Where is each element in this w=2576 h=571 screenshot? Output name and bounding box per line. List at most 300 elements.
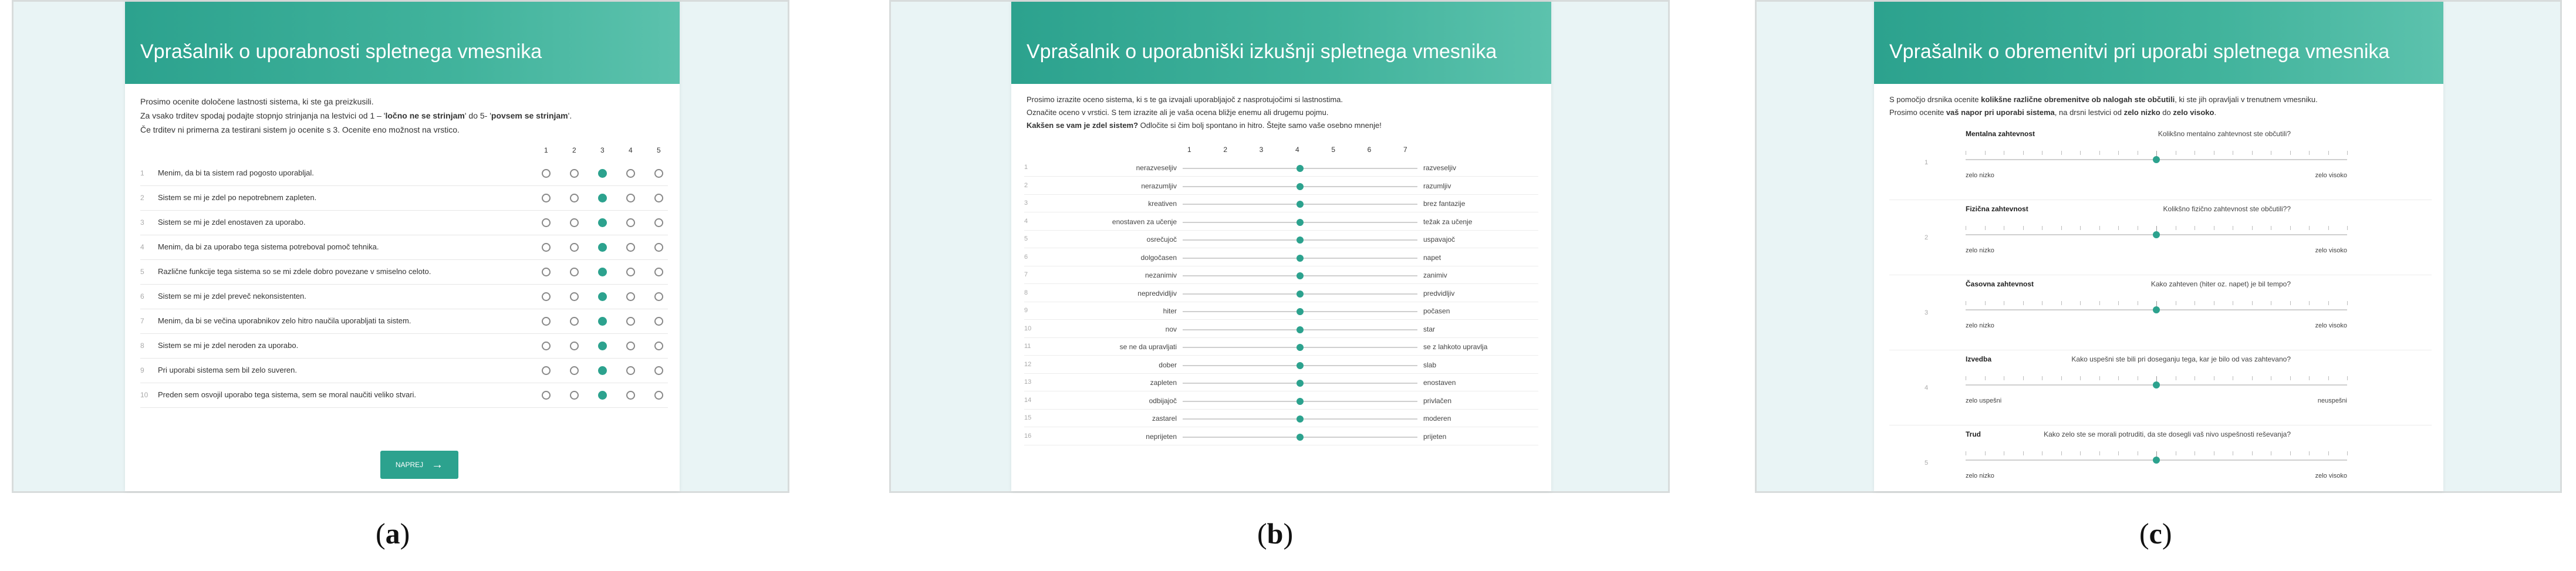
slider-thumb[interactable]	[1297, 415, 1304, 423]
pair-left-label: se ne da upravljati	[1119, 343, 1177, 351]
questionnaire-card	[1874, 2, 2443, 491]
question-row	[140, 309, 668, 334]
question-text: Sistem se mi je zdel neroden za uporabo.	[158, 341, 299, 350]
slider-tick	[2118, 376, 2119, 380]
pair-right-label: zanimiv	[1423, 271, 1447, 279]
radio-option-2[interactable]	[570, 366, 579, 375]
pair-number: 16	[1024, 432, 1032, 440]
pair-number: 11	[1024, 343, 1031, 350]
radio-option-3[interactable]	[598, 194, 607, 202]
scale-number: 4	[629, 146, 633, 154]
question-row	[140, 359, 668, 383]
radio-option-5[interactable]	[654, 243, 663, 252]
slider-thumb[interactable]	[1297, 362, 1304, 369]
radio-option-3[interactable]	[598, 169, 607, 178]
radio-option-3[interactable]	[598, 317, 607, 326]
slider-tick	[2118, 151, 2119, 155]
pair-number: 4	[1024, 217, 1028, 225]
question-row	[140, 383, 668, 408]
radio-option-4[interactable]	[626, 169, 635, 178]
item-number: 2	[1925, 234, 1929, 241]
item-question: Kako uspešni ste bili pri doseganju tega, kar je bilo od vas zahtevano?	[2071, 355, 2291, 363]
instruction-text: S pomočjo drsnika ocenite	[1889, 95, 1981, 104]
pair-right-label: razveseljiv	[1423, 164, 1457, 172]
slider-tick	[2061, 376, 2062, 380]
question-row	[140, 235, 668, 260]
page-background-left	[1757, 2, 1874, 491]
slider-tick	[2290, 376, 2291, 380]
item-question: Kolikšno fizično zahtevnost ste občutili??	[2163, 205, 2291, 213]
pair-left-label: odbijajoč	[1149, 396, 1177, 405]
pair-right-label: privlačen	[1423, 396, 1452, 405]
scale-number: 4	[1295, 146, 1299, 154]
slider-tick	[2099, 451, 2100, 455]
question-row	[140, 260, 668, 285]
questionnaire-header	[1011, 2, 1551, 84]
radio-option-3[interactable]	[598, 342, 607, 350]
page-background-right	[2443, 2, 2560, 491]
item-question: Kolikšno mentalno zahtevnost ste občutili?	[2158, 130, 2291, 138]
slider-thumb[interactable]	[1297, 236, 1304, 244]
slider-thumb[interactable]	[1297, 183, 1304, 190]
scale-number: 2	[1223, 146, 1228, 154]
slider-tick	[2099, 376, 2100, 380]
radio-option-1[interactable]	[542, 194, 551, 202]
slider-tick	[2328, 376, 2329, 380]
slider-thumb[interactable]	[1297, 308, 1304, 315]
item-title: Mentalna zahtevnost	[1966, 130, 2035, 138]
question-number: 6	[140, 292, 144, 300]
scale-number: 1	[1187, 146, 1191, 154]
pair-number: 3	[1024, 200, 1028, 207]
question-text: Sistem se mi je zdel enostaven za uporabo.	[158, 218, 306, 227]
semantic-pair-row	[1024, 392, 1538, 410]
slider-thumb[interactable]	[1297, 434, 1304, 441]
slider-tick	[2347, 151, 2348, 155]
workload-item	[1889, 201, 2432, 275]
slider-tick	[2080, 376, 2081, 380]
workload-item	[1889, 276, 2432, 350]
question-text: Preden sem osvojil uporabo tega sistema, sem se moral naučiti veliko stvari.	[158, 390, 417, 399]
slider-thumb[interactable]	[1297, 290, 1304, 298]
radio-option-3[interactable]	[598, 218, 607, 227]
slider-tick	[2080, 151, 2081, 155]
question-number: 2	[140, 194, 144, 202]
pair-number: 7	[1024, 271, 1028, 278]
radio-option-4[interactable]	[626, 342, 635, 350]
question-row	[140, 211, 668, 235]
pair-left-label: neprijeten	[1146, 432, 1177, 441]
radio-option-5[interactable]	[654, 218, 663, 227]
question-row	[140, 186, 668, 211]
slider-tick	[2080, 451, 2081, 455]
slider-thumb[interactable]	[2153, 231, 2160, 238]
slider-tick	[2061, 151, 2062, 155]
question-number: 7	[140, 317, 144, 325]
radio-option-1[interactable]	[542, 391, 551, 400]
slider-tick	[2347, 226, 2348, 230]
radio-option-2[interactable]	[570, 317, 579, 326]
instruction-emphasis: ločno ne se strinjam	[385, 111, 465, 120]
pair-number: 12	[1024, 360, 1032, 368]
question-row	[140, 285, 668, 309]
instruction-line	[1889, 106, 2432, 119]
instruction-text: Za vsako trditev spodaj podajte stopnjo strinjanja na lestvici od 1 –	[140, 111, 384, 120]
pair-right-label: slab	[1423, 360, 1437, 369]
slider-tick	[2023, 451, 2024, 455]
radio-option-1[interactable]	[542, 292, 551, 301]
instruction-emphasis: zelo visoko	[2173, 108, 2214, 117]
slider-thumb[interactable]	[1297, 201, 1304, 208]
slider-low-label: zelo nizko	[1966, 322, 1994, 329]
slider-thumb[interactable]	[1297, 255, 1304, 262]
question-row	[140, 334, 668, 359]
question-text: Različne funkcije tega sistema so se mi zdele dobro povezane v smiselno celoto.	[158, 267, 431, 276]
radio-option-2[interactable]	[570, 292, 579, 301]
semantic-pair-row	[1024, 285, 1538, 302]
radio-option-1[interactable]	[542, 268, 551, 276]
semantic-pair-row	[1024, 410, 1538, 427]
scale-number: 6	[1367, 146, 1372, 154]
semantic-pair-row	[1024, 338, 1538, 356]
slider-tick	[2290, 301, 2291, 305]
item-title: Trud	[1966, 430, 1981, 438]
radio-option-1[interactable]	[542, 243, 551, 252]
instruction-text: Prosimo ocenite	[1889, 108, 1946, 117]
instruction-emphasis: povsem se strinjam	[491, 111, 568, 120]
instruction-text: do	[2160, 108, 2173, 117]
workload-item	[1889, 427, 2432, 491]
radio-option-3[interactable]	[598, 243, 607, 252]
item-number: 4	[1925, 384, 1929, 391]
semantic-pair-row	[1024, 428, 1538, 445]
item-title: Časovna zahtevnost	[1966, 280, 2034, 288]
radio-option-3[interactable]	[598, 292, 607, 301]
slider-thumb[interactable]	[1297, 398, 1304, 405]
workload-item	[1889, 352, 2432, 425]
slider-tick	[2118, 226, 2119, 230]
caption-c: (c)	[2139, 517, 2172, 550]
slider-tick	[1985, 226, 1986, 230]
slider-tick	[1985, 376, 1986, 380]
slider-tick	[2328, 226, 2329, 230]
item-number: 1	[1925, 159, 1929, 166]
page-title: Vprašalnik o obremenitvi pri uporabi spletnega vmesnika	[1889, 40, 2390, 63]
pair-number: 1	[1024, 164, 1028, 171]
pair-number: 2	[1024, 181, 1028, 189]
pair-number: 15	[1024, 414, 1032, 421]
slider-tick	[2347, 451, 2348, 455]
pair-number: 14	[1024, 396, 1032, 404]
workload-slider[interactable]	[1966, 376, 2347, 390]
pair-number: 6	[1024, 253, 1028, 261]
instruction-emphasis: zelo nizko	[2123, 108, 2160, 117]
question-number: 9	[140, 366, 144, 374]
radio-option-4[interactable]	[626, 317, 635, 326]
slider-tick	[2290, 451, 2291, 455]
page-background-left	[891, 2, 1011, 491]
semantic-pair-row	[1024, 302, 1538, 320]
radio-option-4[interactable]	[626, 366, 635, 375]
questionnaire-card	[1011, 2, 1551, 491]
radio-option-3[interactable]	[598, 391, 607, 400]
slider-tick	[2252, 376, 2253, 380]
pair-left-label: kreativen	[1148, 200, 1177, 208]
slider-thumb[interactable]	[1297, 344, 1304, 351]
radio-option-2[interactable]	[570, 194, 579, 202]
slider-thumb[interactable]	[1297, 219, 1304, 226]
instruction-text: , na drsni lestvici od	[2054, 108, 2124, 117]
radio-option-5[interactable]	[654, 292, 663, 301]
radio-option-5[interactable]	[654, 342, 663, 350]
slider-tick	[2080, 226, 2081, 230]
caption-a: (a)	[376, 517, 410, 550]
slider-tick	[2023, 376, 2024, 380]
next-button[interactable]	[380, 451, 458, 479]
instruction-line: Označite oceno v vrstici. S tem izrazite ali je vaša ocena bližje enemu ali drugemu pojmu.	[1027, 108, 1329, 117]
item-number: 5	[1925, 459, 1929, 467]
question-number: 3	[140, 218, 144, 227]
radio-option-2[interactable]	[570, 218, 579, 227]
radio-option-2[interactable]	[570, 169, 579, 178]
slider-tick	[1985, 451, 1986, 455]
radio-option-4[interactable]	[626, 218, 635, 227]
radio-option-5[interactable]	[654, 391, 663, 400]
pair-right-label: težak za učenje	[1423, 217, 1473, 226]
slider-tick	[2252, 301, 2253, 305]
item-title: Fizična zahtevnost	[1966, 205, 2028, 213]
radio-option-5[interactable]	[654, 194, 663, 202]
caption-letter: a	[385, 517, 400, 550]
radio-option-4[interactable]	[626, 391, 635, 400]
question-row	[140, 161, 668, 186]
scale-number: 3	[1259, 146, 1264, 154]
slider-tick	[2309, 451, 2310, 455]
semantic-pair-row	[1024, 356, 1538, 374]
slider-high-label: zelo visoko	[2315, 247, 2347, 254]
instructions	[1027, 93, 1539, 132]
instruction-line: Prosimo ocenite določene lastnosti sistema, ki ste ga preizkusili.	[140, 97, 374, 106]
radio-option-1[interactable]	[542, 317, 551, 326]
radio-option-5[interactable]	[654, 366, 663, 375]
next-button-label: NAPREJ	[395, 461, 424, 469]
slider-tick	[2061, 451, 2062, 455]
slider-tick	[1985, 151, 1986, 155]
item-number: 3	[1925, 309, 1929, 316]
instruction-line	[1027, 119, 1539, 132]
slider-tick	[2118, 451, 2119, 455]
pair-left-label: zapleten	[1150, 379, 1177, 387]
radio-option-1[interactable]	[542, 366, 551, 375]
workload-slider[interactable]	[1966, 451, 2347, 465]
radio-option-1[interactable]	[542, 342, 551, 350]
slider-low-label: zelo uspešni	[1966, 397, 2002, 404]
slider-tick	[2099, 301, 2100, 305]
slider-low-label: zelo nizko	[1966, 472, 1994, 479]
pair-right-label: razumljiv	[1423, 181, 1451, 190]
pair-number: 13	[1024, 379, 1032, 386]
scale-number: 2	[572, 146, 576, 154]
slider-high-label: zelo visoko	[2315, 172, 2347, 179]
slider-tick	[2309, 301, 2310, 305]
radio-option-3[interactable]	[598, 366, 607, 375]
instructions	[140, 94, 668, 137]
page-background-left	[13, 2, 125, 491]
radio-option-4[interactable]	[626, 194, 635, 202]
instructions	[1889, 93, 2432, 119]
scale-number: 7	[1403, 146, 1407, 154]
question-text: Sistem se mi je zdel po nepotrebnem zapleten.	[158, 193, 317, 202]
page-title: Vprašalnik o uporabnosti spletnega vmesnika	[140, 40, 542, 63]
radio-option-1[interactable]	[542, 218, 551, 227]
pair-left-label: enostaven za učenje	[1112, 217, 1177, 226]
slider-tick	[2118, 301, 2119, 305]
slider-low-label: zelo nizko	[1966, 247, 1994, 254]
slider-tick	[2328, 151, 2329, 155]
pair-left-label: nezanimiv	[1144, 271, 1177, 279]
slider-high-label: zelo visoko	[2315, 472, 2347, 479]
pair-number: 10	[1024, 325, 1032, 332]
semantic-pair-row	[1024, 177, 1538, 195]
pair-right-label: star	[1423, 325, 1436, 333]
instruction-line: Prosimo izrazite oceno sistema, ki s te ga izvajali uporabljajoč z nasprotujočimi si lastnostima.	[1027, 95, 1343, 104]
pair-right-label: napet	[1423, 253, 1441, 262]
slider-tick	[2252, 226, 2253, 230]
slider-tick	[2309, 226, 2310, 230]
caption-b: (b)	[1257, 517, 1294, 550]
slider-tick	[2099, 151, 2100, 155]
instruction-emphasis: Kakšen se vam je zdel sistem?	[1027, 121, 1139, 130]
slider-thumb[interactable]	[1297, 380, 1304, 387]
semantic-pair-row	[1024, 320, 1538, 338]
caption-letter: c	[2149, 517, 2162, 550]
question-text: Menim, da bi ta sistem rad pogosto uporabljal.	[158, 168, 314, 177]
instruction-emphasis: vaš napor pri uporabi sistema	[1946, 108, 2055, 117]
slider-tick	[2099, 226, 2100, 230]
slider-tick	[2290, 226, 2291, 230]
radio-option-2[interactable]	[570, 391, 579, 400]
item-question: Kako zelo ste se morali potruditi, da ste dosegli vaš nivo uspešnosti reševanja?	[2044, 430, 2291, 438]
pair-right-label: moderen	[1423, 414, 1451, 423]
caption-letter: b	[1267, 517, 1284, 550]
question-number: 1	[140, 169, 144, 177]
instruction-text: , ki ste jih opravljali v trenutnem vmesniku.	[2175, 95, 2318, 104]
pair-left-label: hiter	[1163, 307, 1177, 315]
radio-option-2[interactable]	[570, 268, 579, 276]
question-text: Pri uporabi sistema sem bil zelo suveren.	[158, 366, 297, 374]
panel-c-screenshot	[1755, 0, 2562, 493]
radio-option-5[interactable]	[654, 169, 663, 178]
instruction-text: ' do 5- '	[464, 111, 491, 120]
slider-tick	[2309, 151, 2310, 155]
radio-option-5[interactable]	[654, 317, 663, 326]
slider-tick	[2080, 301, 2081, 305]
slider-tick	[2328, 301, 2329, 305]
instruction-line: Za vsako trditev spodaj podajte stopnjo strinjanja na lestvici od 1 – 'ločno ne se strinjam' do 5- 'povsem se strinjam'.	[140, 111, 572, 120]
semantic-pair-row	[1024, 231, 1538, 248]
slider-thumb[interactable]	[2153, 381, 2160, 388]
slider-tick	[2061, 226, 2062, 230]
slider-thumb[interactable]	[1297, 165, 1304, 172]
question-text: Menim, da bi za uporabo tega sistema potreboval pomoč tehnika.	[158, 242, 379, 251]
workload-item	[1889, 126, 2432, 200]
questionnaire-card	[125, 2, 680, 491]
slider-thumb[interactable]	[2153, 156, 2160, 163]
slider-high-label: zelo visoko	[2315, 322, 2347, 329]
pair-right-label: enostaven	[1423, 379, 1456, 387]
item-question: Kako zahteven (hiter oz. napet) je bil tempo?	[2150, 280, 2291, 288]
radio-option-1[interactable]	[542, 169, 551, 178]
instruction-text: '.	[568, 111, 572, 120]
pair-left-label: nerazveseljiv	[1136, 164, 1177, 172]
instruction-line	[1889, 93, 2432, 106]
questionnaire-header	[1874, 2, 2443, 84]
scale-number: 5	[1331, 146, 1336, 154]
semantic-pair-row	[1024, 213, 1538, 231]
slider-thumb[interactable]	[1297, 326, 1304, 333]
slider-tick	[2347, 376, 2348, 380]
semantic-pair-row	[1024, 195, 1538, 212]
pair-right-label: se z lahkoto upravlja	[1423, 343, 1488, 351]
slider-high-label: neuspešni	[2317, 397, 2347, 404]
page-title: Vprašalnik o uporabniški izkušnji spletnega vmesnika	[1027, 40, 1497, 63]
radio-option-2[interactable]	[570, 342, 579, 350]
page-background-right	[1548, 2, 1668, 491]
question-number: 10	[140, 391, 148, 399]
radio-option-2[interactable]	[570, 243, 579, 252]
instruction-text: Odločite si čim bolj spontano in hitro. Štejte samo vaše osebno mnenje!	[1138, 121, 1382, 130]
radio-option-4[interactable]	[626, 268, 635, 276]
radio-option-3[interactable]	[598, 268, 607, 276]
pair-left-label: osrečujoč	[1146, 235, 1177, 244]
question-text: Menim, da bi se večina uporabnikov zelo hitro naučila uporabljati ta sistem.	[158, 316, 411, 325]
question-number: 4	[140, 243, 144, 251]
pair-left-label: nepredvidljiv	[1137, 289, 1177, 298]
pair-right-label: predvidljiv	[1423, 289, 1455, 298]
slider-tick	[2328, 451, 2329, 455]
pair-right-label: brez fantazije	[1423, 200, 1466, 208]
radio-option-5[interactable]	[654, 268, 663, 276]
slider-thumb[interactable]	[1297, 272, 1304, 279]
instruction-text: .	[2214, 108, 2217, 117]
slider-thumb[interactable]	[2153, 457, 2160, 464]
pair-right-label: uspavajoč	[1423, 235, 1456, 244]
semantic-pair-row	[1024, 249, 1538, 266]
workload-slider[interactable]	[1966, 301, 2347, 315]
workload-slider[interactable]	[1966, 151, 2347, 165]
slider-low-label: zelo nizko	[1966, 172, 1994, 179]
question-number: 5	[140, 268, 144, 276]
radio-option-4[interactable]	[626, 243, 635, 252]
pair-number: 5	[1024, 235, 1028, 242]
scale-number: 5	[657, 146, 661, 154]
instruction-line: Če trditev ni primerna za testirani sistem jo ocenite s 3. Ocenite eno možnost na vrstico.	[140, 125, 460, 134]
slider-thumb[interactable]	[2153, 306, 2160, 313]
page-background-right	[676, 2, 788, 491]
pair-left-label: nerazumljiv	[1141, 181, 1177, 190]
arrow-right-icon: →	[431, 458, 444, 471]
slider-tick	[2023, 301, 2024, 305]
workload-slider[interactable]	[1966, 226, 2347, 240]
slider-tick	[2252, 451, 2253, 455]
radio-option-4[interactable]	[626, 292, 635, 301]
slider-tick	[2252, 151, 2253, 155]
slider-tick	[1985, 301, 1986, 305]
slider-tick	[2061, 301, 2062, 305]
semantic-pair-row	[1024, 374, 1538, 391]
item-title: Izvedba	[1966, 355, 1992, 363]
pair-left-label: dolgočasen	[1140, 253, 1177, 262]
